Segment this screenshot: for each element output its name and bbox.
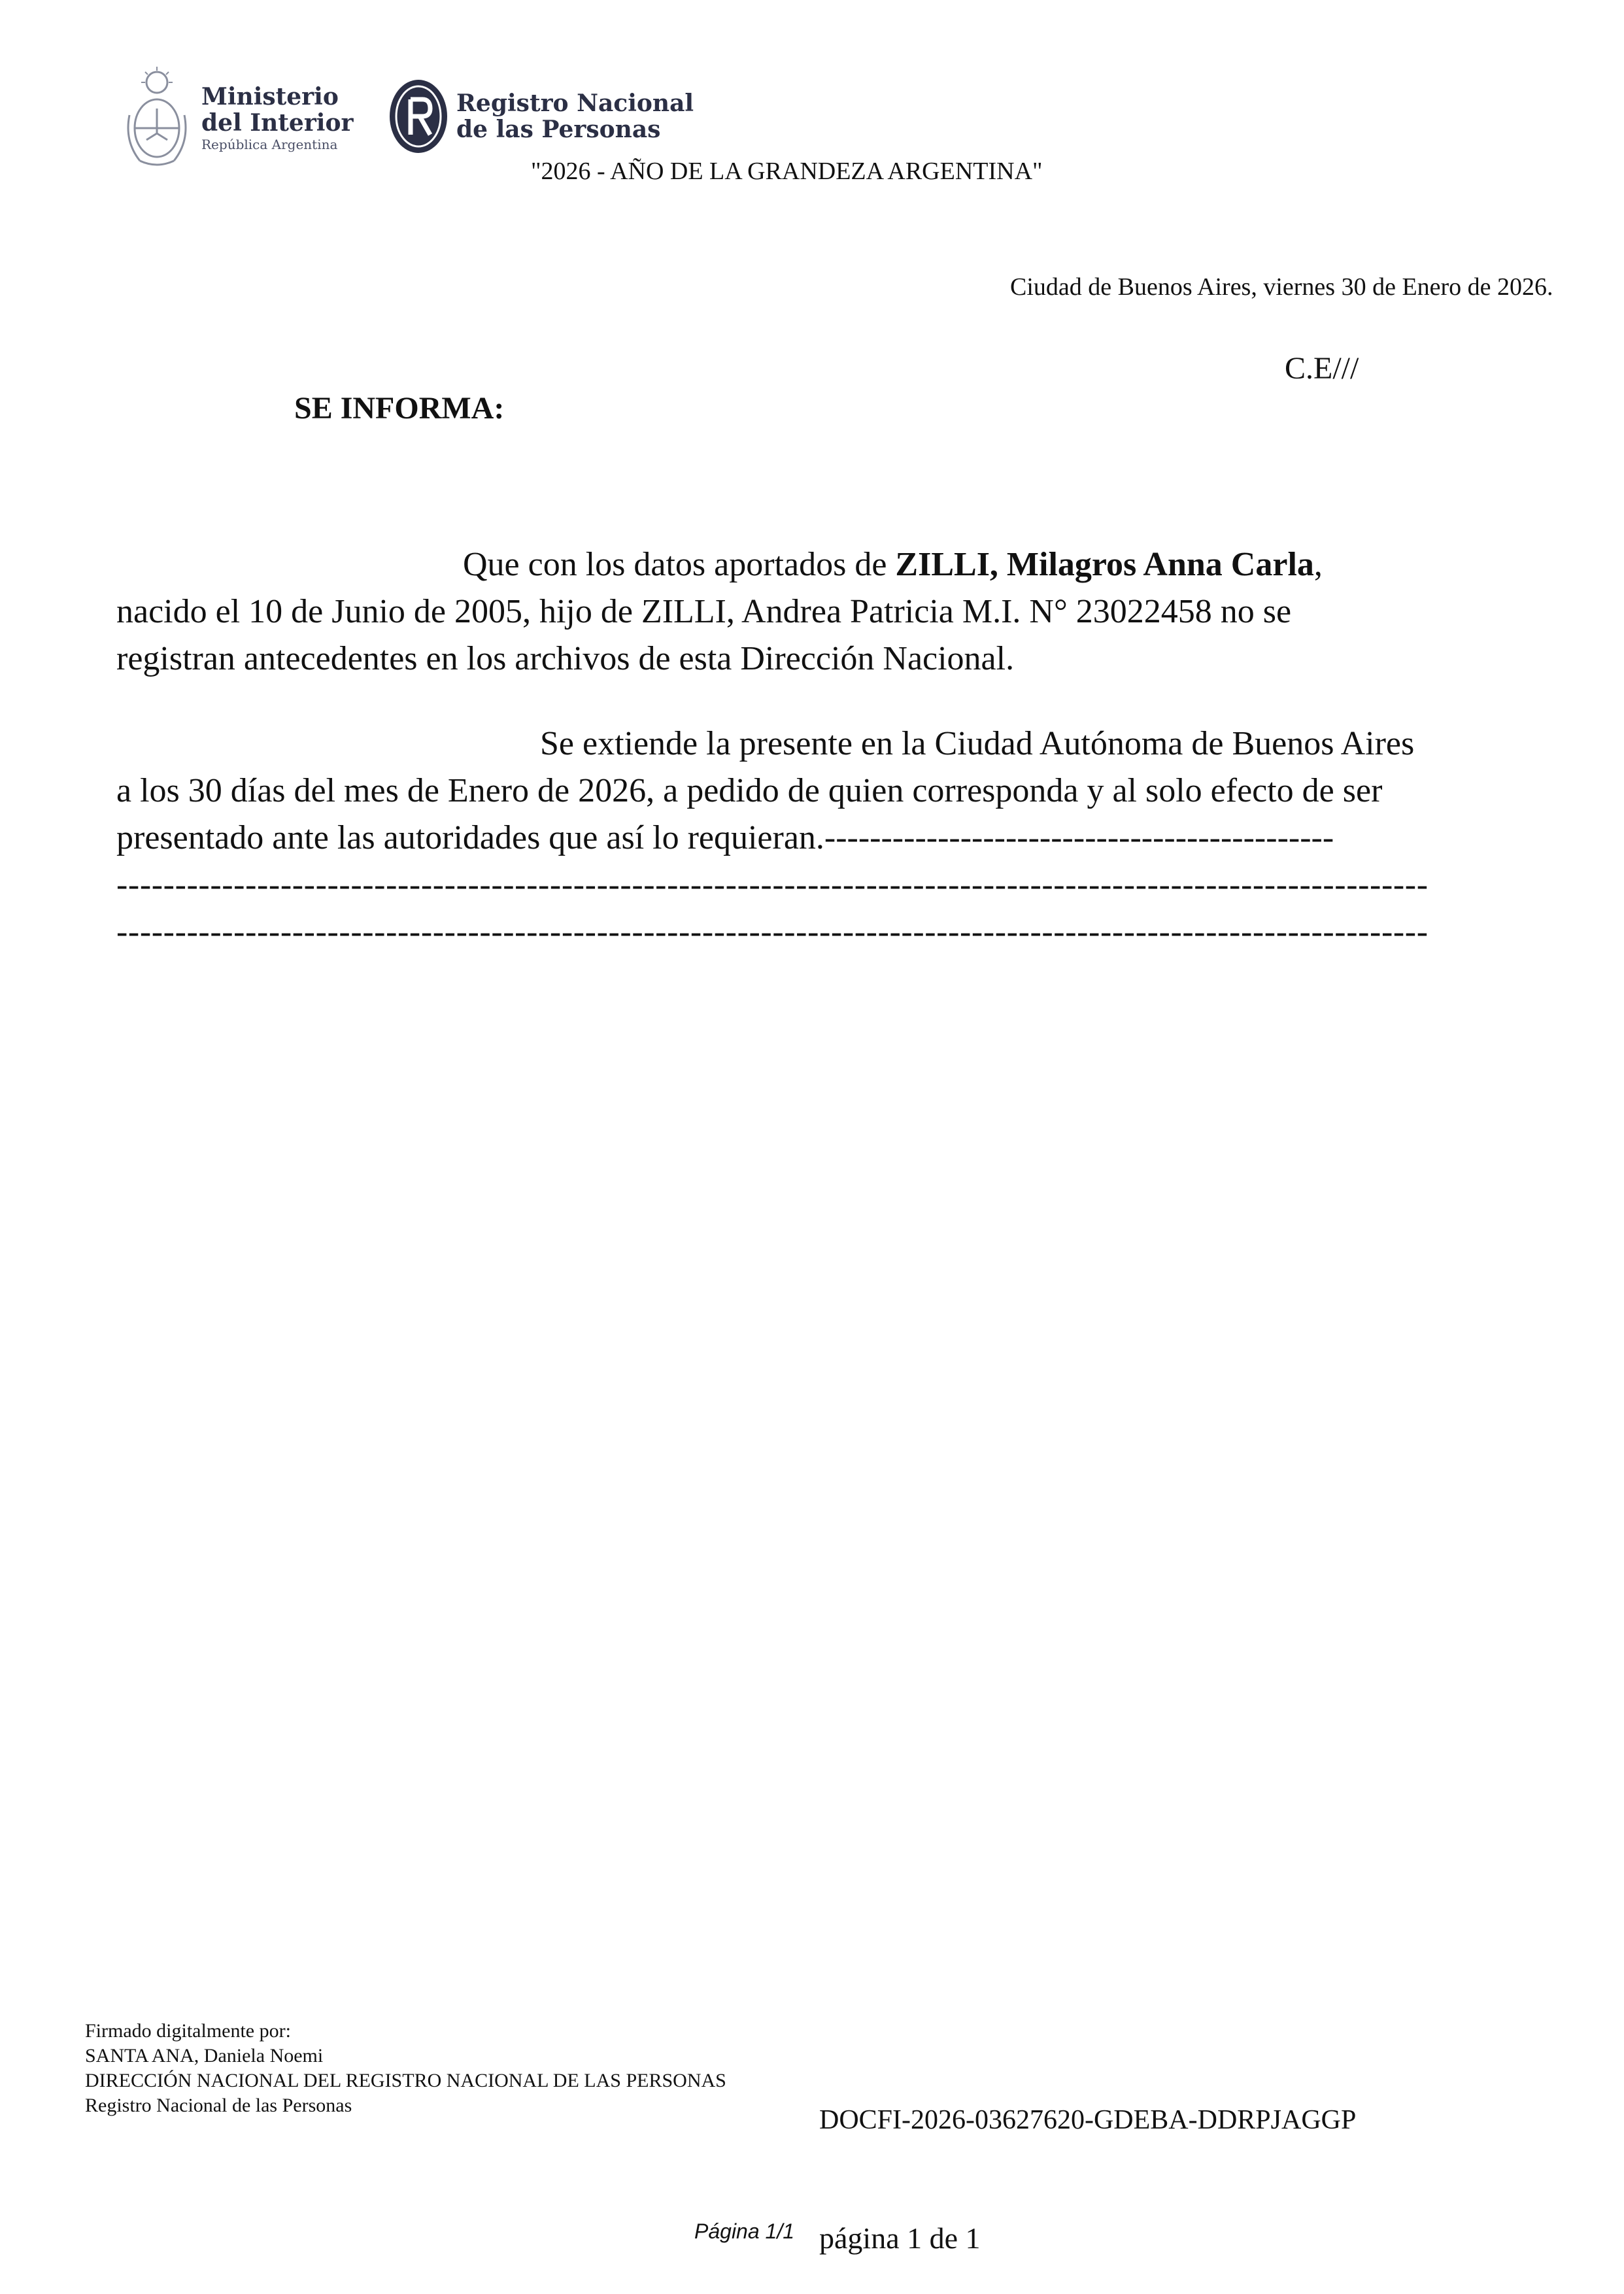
- renaper-line2: de las Personas: [456, 116, 661, 143]
- page-indicator: página 1 de 1: [819, 2221, 981, 2255]
- dash-filler-line-2: ----------------------------------------------------------------------------------------------------------------: [116, 913, 1429, 951]
- year-motto: "2026 - AÑO DE LA GRANDEZA ARGENTINA": [531, 158, 1043, 185]
- paragraph-1-line-2: nacido el 10 de Junio de 2005, hijo de ZILLI, Andrea Patricia M.I. N° 23022458 no se: [116, 593, 1292, 630]
- paragraph-1-line-1: [116, 541, 1476, 588]
- dash-filler-line-1: ----------------------------------------------------------------------------------------------------------------: [116, 866, 1429, 903]
- renaper-logo: [387, 77, 694, 156]
- signer-organization: Registro Nacional de las Personas: [85, 2095, 352, 2116]
- page-indicator-small: Página 1/1: [694, 2219, 795, 2243]
- paragraph-2-line-3: presentado ante las autoridades que así lo requieran.---------------------------------------------: [116, 819, 1334, 856]
- ministerio-line3: República Argentina: [201, 137, 338, 152]
- paragraph-2: [116, 720, 1476, 956]
- ministerio-line2: del Interior: [201, 109, 354, 137]
- paragraph-1-line-3: registran antecedentes en los archivos de esta Dirección Nacional.: [116, 640, 1015, 677]
- ministerio-line1: Ministerio: [201, 83, 339, 110]
- signature-label: Firmado digitalmente por:: [85, 2020, 291, 2042]
- renaper-logo-text: [456, 90, 694, 143]
- signer-name: SANTA ANA, Daniela Noemi: [85, 2045, 324, 2066]
- paragraph-1-intro: Que con los datos aportados de: [463, 546, 896, 583]
- heading-se-informa: SE INFORMA:: [294, 391, 505, 426]
- ministerio-logo-text: [201, 84, 353, 153]
- ministerio-logo: [120, 63, 353, 174]
- paragraph-2-line-2: a los 30 días del mes de Enero de 2026, a pedido de quien corresponda y al solo efecto de ser: [116, 772, 1383, 809]
- digital-signature-block: [85, 2019, 726, 2118]
- paragraph-2-line-1: Se extiende la presente en la Ciudad Autónoma de Buenos Aires: [540, 725, 1415, 762]
- coat-of-arms-icon: [120, 63, 194, 174]
- renaper-r-icon: [387, 77, 450, 156]
- paragraph-1-comma: ,: [1313, 546, 1323, 583]
- renaper-line1: Registro Nacional: [456, 90, 694, 117]
- subject-name: ZILLI, Milagros Anna Carla: [895, 546, 1314, 583]
- signer-office: DIRECCIÓN NACIONAL DEL REGISTRO NACIONAL DE LAS PERSONAS: [85, 2070, 726, 2091]
- paragraph-1: [116, 541, 1476, 683]
- document-number: DOCFI-2026-03627620-GDEBA-DDRPJAGGP: [819, 2105, 1357, 2135]
- dateline: Ciudad de Buenos Aires, viernes 30 de Enero de 2026.: [1010, 273, 1553, 301]
- reference-code: C.E///: [1285, 351, 1359, 386]
